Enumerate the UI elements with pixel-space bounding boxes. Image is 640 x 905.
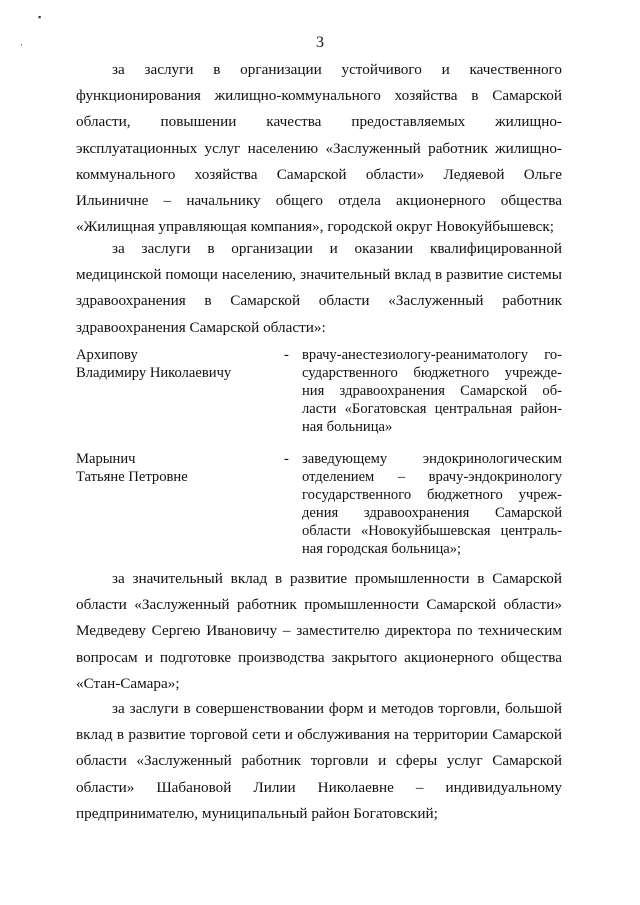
position-line: ная городская больница»; [302,541,462,557]
text-line: области, повышении качества предоставляемых жилищно- [76,113,562,131]
awardee-dash: - [284,347,289,363]
scan-speck: · [20,40,23,50]
text-line: области «Заслуженный работник торговли и сферы услуг Самарской [76,752,562,770]
position-line: области «Новокуйбышевская централь- [302,523,562,539]
awardee-given-names: Татьяне Петровне [76,469,188,485]
paragraph-trade-award [76,696,562,827]
paragraph-housing-award [76,57,562,240]
text-line: за значительный вклад в развитие промышленности в Самарской [112,570,562,587]
position-line: сударственного бюджетного учрежде- [302,365,562,381]
position-line: заведующему эндокринологическим [302,451,562,467]
position-line: дения здравоохранения Самарской [302,505,562,521]
position-line: ная больница» [302,419,393,435]
position-line: ласти «Богатовская центральная район- [302,401,562,417]
text-line: за заслуги в совершенствовании форм и методов торговли, большой [112,700,562,717]
text-line: функционирования жилищно-коммунального хозяйства в Самарской [76,87,562,105]
position-line: ния здравоохранения Самарской об- [302,383,562,399]
text-line: области» Шабановой Лилии Николаевне – индивидуальному [76,778,562,796]
scan-speck: ▪ [38,12,42,22]
text-line: Ильиничне – начальнику общего отдела акционерного общества [76,192,562,210]
position-line: отделением – врачу-эндокринологу [302,469,562,485]
paragraph-industry-award [76,566,562,697]
text-line: предпринимателю, муниципальный район Богатовский; [76,804,438,822]
text-line: вопросам и подготовке производства закрытого акционерного общества [76,648,562,666]
text-line: за заслуги в организации и оказании квалифицированной [112,240,562,257]
text-line: здравоохранения Самарской области»: [76,318,326,336]
text-line: области «Заслуженный работник промышленности Самарской области» [76,596,562,614]
awardee-position [302,346,562,436]
awardee-dash: - [284,451,289,467]
text-line: «Стан-Самара»; [76,674,180,692]
awardee-name [76,450,276,486]
awardee-surname: Архипову [76,347,138,363]
position-line: государственного бюджетного учреж- [302,487,562,503]
page-number: 3 [316,34,324,51]
text-line: медицинской помощи населению, значительный вклад в развитие системы [76,266,562,284]
text-line: «Жилищная управляющая компания», городской округ Новокуйбышевск; [76,218,555,236]
awardee-name [76,346,276,382]
paragraph-healthcare-award [76,236,562,341]
text-line: за заслуги в организации устойчивого и качественного [112,61,562,78]
awardee-given-names: Владимиру Николаевичу [76,365,232,381]
awardee-surname: Марынич [76,451,136,467]
text-line: коммунального хозяйства Самарской области» Ледяевой Ольге [76,165,562,183]
text-line: Медведеву Сергею Ивановичу – заместителю директора по техническим [76,622,562,640]
text-line: вклад в развитие торговой сети и обслуживания на территории Самарской [76,726,562,744]
text-line: здравоохранения в Самарской области «Заслуженный работник [76,292,562,310]
text-line: эксплуатационных услуг населению «Заслуженный работник жилищно- [76,139,562,157]
position-line: врачу-анестезиологу-реаниматологу го- [302,347,562,363]
awardee-position [302,450,562,558]
